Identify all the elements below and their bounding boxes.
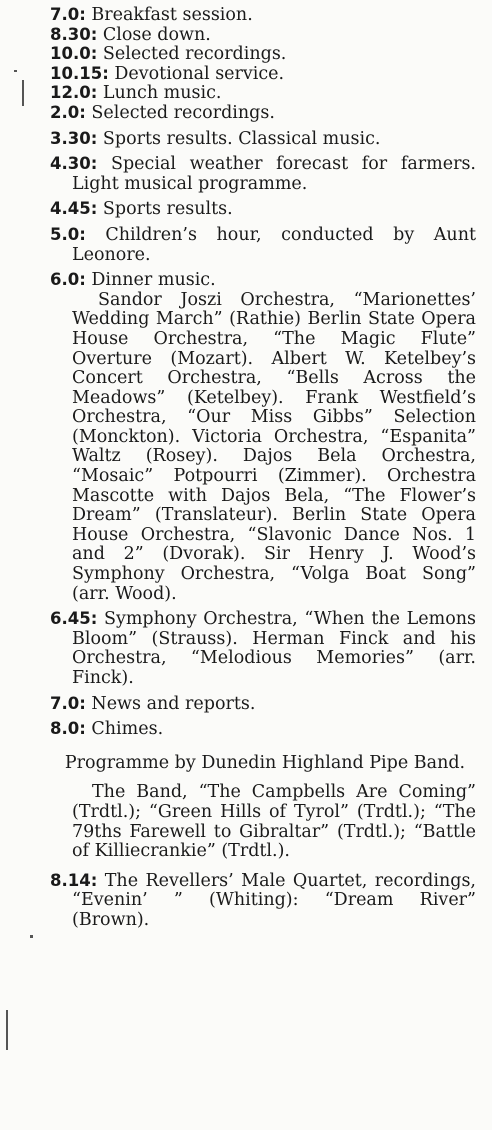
margin-ink-mark <box>22 80 24 106</box>
schedule-entry <box>50 200 476 220</box>
schedule-entry <box>50 610 476 688</box>
schedule-entry <box>50 104 476 124</box>
schedule-entry <box>50 65 476 85</box>
margin-ink-mark <box>6 1010 8 1050</box>
entry-time: 2.0: <box>50 102 86 122</box>
entry-time: 10.15: <box>50 63 109 83</box>
entry-text: Selected recordings. <box>97 44 287 65</box>
entry-text: Chimes. <box>85 719 164 740</box>
entry-text: Devotional service. <box>108 63 285 84</box>
entry-time: 6.0: <box>50 270 86 290</box>
entry-text: Dinner music. <box>85 270 216 291</box>
entry-time: 8.30: <box>50 24 98 44</box>
schedule-entry <box>50 155 476 194</box>
entry-time: 10.0: <box>50 44 98 64</box>
entry-time: 8.14: <box>50 870 98 890</box>
schedule-entry <box>50 872 476 931</box>
entry-text: Sports results. <box>97 199 233 220</box>
programme-heading: Programme by Dunedin Highland Pipe Band. <box>64 752 466 773</box>
entry-text: News and reports. <box>85 693 256 714</box>
schedule-entry <box>50 45 476 65</box>
margin-ink-mark <box>30 935 33 938</box>
entry-time: 12.0: <box>50 83 98 103</box>
margin-ink-mark <box>14 70 17 72</box>
entry-text: Breakfast session. <box>85 5 253 25</box>
entry-text: Sports results. Classical music. <box>97 128 381 149</box>
schedule-entry <box>50 6 476 26</box>
entry-text: Symphony Orchestra, “When the Lemons Bloom” (Strauss). Herman Finck and his Orchestra, “Melodious Memories” (arr. Finck). <box>72 609 476 688</box>
entry-text: Selected recordings. <box>85 102 275 123</box>
entry-time: 7.0: <box>50 5 86 24</box>
entry-text: The Revellers’ Male Quartet, recordings, “Evenin’ ” (Whiting): “Dream River” (Brown). <box>72 870 476 930</box>
dinner-music-list: Sandor Joszi Orchestra, “Marionettes’ Wedding March” (Rathie) Berlin State Opera House Orchestra, “The Magic Flute” Overture (Mozart). Albert W. Ketelbey’s Concert Orchestra, “Bells Across the Meadows” (Ketelbey). Frank Westfield’s Orchestra, “Our Miss Gibbs” Selection (Monckton). Victoria Orchestra, “Espanita” Waltz (Rosey). Dajos Bela Orchestra, “Mosaic” Potpourri (Zimmer). Orchestra Mascotte with Dajos Bela, “The Flower’s Dream” (Translateur). Berlin State Opera House Orchestra, “Slavonic Dance Nos. 1 and 2” (Dvorak). Sir Henry J. Wood’s Symphony Orchestra, “Volga Boat Song” (arr. Wood). <box>72 289 476 604</box>
schedule-entry <box>50 226 476 265</box>
schedule-entry <box>50 720 476 740</box>
schedule-entry <box>50 271 476 291</box>
entry-time: 8.0: <box>50 719 86 739</box>
entry-text: Children’s hour, conducted by Aunt Leonore. <box>72 224 476 265</box>
entry-time: 6.45: <box>50 609 98 629</box>
pipe-band-items: The Band, “The Campbells Are Coming” (Trdtl.); “Green Hills of Tyrol” (Trdtl.); “The 79ths Farewell to Gibraltar” (Trdtl.); “Battle of Killiecrankie” (Trdtl.). <box>72 782 476 862</box>
schedule-entry <box>50 26 476 46</box>
schedule-entry <box>50 130 476 150</box>
entry-text: Close down. <box>97 24 211 45</box>
radio-programme-column <box>50 6 476 931</box>
entry-text: Lunch music. <box>97 83 222 104</box>
entry-text: Special weather forecast for farmers. Light musical programme. <box>72 154 476 194</box>
entry-time: 3.30: <box>50 128 98 148</box>
entry-time: 4.30: <box>50 154 98 174</box>
entry-time: 7.0: <box>50 693 86 713</box>
schedule-entry <box>50 695 476 715</box>
schedule-entry <box>50 84 476 104</box>
entry-time: 4.45: <box>50 199 98 219</box>
entry-time: 5.0: <box>50 224 86 244</box>
